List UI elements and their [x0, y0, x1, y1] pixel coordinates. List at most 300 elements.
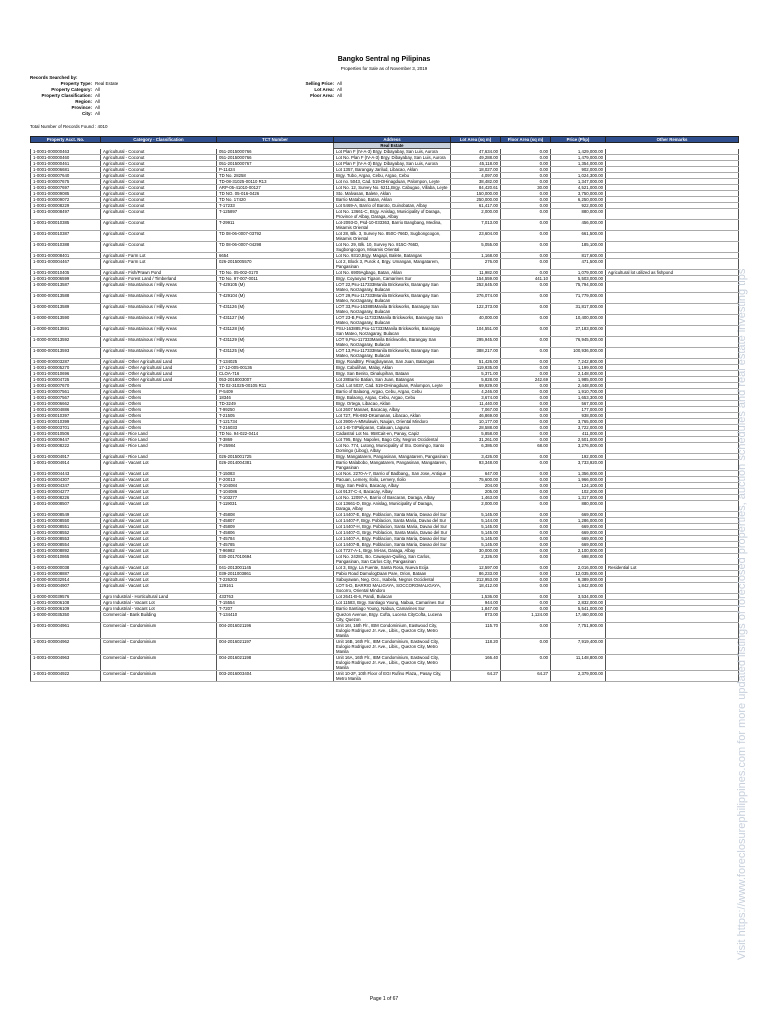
category-cell: Commercial - Condominium [101, 671, 217, 682]
price-cell: 7,919,400.00 [551, 639, 606, 655]
account-no-cell: 1-0001-000010397 [31, 413, 101, 419]
tct-number-cell: T-121734 [217, 419, 334, 425]
category-cell: Agricultural - Coconut [101, 220, 217, 231]
category-cell: Agricultural - Coconut [101, 173, 217, 179]
remarks-cell [606, 348, 739, 359]
lot-area-cell: 115.70 [451, 623, 501, 639]
remarks-cell [606, 337, 739, 348]
category-cell: Agricultural - Vacant Lot [101, 518, 217, 524]
tct-number-cell: T-431126 (M) [217, 304, 334, 315]
account-no-cell: 1-0000-000003701 [31, 425, 101, 431]
floor-area-cell: 64.27 [501, 671, 551, 682]
address-cell: Pabio Road DamulogDaan Pare, Orion, Bataan [334, 571, 451, 577]
table-row [31, 326, 739, 337]
criteria-value: All [337, 81, 343, 86]
lot-area-cell: 5,144.00 [451, 518, 501, 524]
floor-area-cell: 0.00 [501, 518, 551, 524]
price-cell: 2,100,000.00 [551, 548, 606, 554]
table-row [31, 209, 739, 220]
category-cell: Agricultural - Others [101, 413, 217, 419]
table-row [31, 220, 739, 231]
account-no-cell: 1-0000-000032914 [31, 577, 101, 583]
lot-area-cell: 93,348.00 [451, 460, 501, 471]
tct-number-cell: 004-2016021196 [217, 623, 334, 639]
tct-number-cell: TD No. 05-002-0170 [217, 270, 334, 276]
floor-area-cell: 0.00 [501, 623, 551, 639]
category-cell: Agricultural - Coconut [101, 167, 217, 173]
criteria-label: Selling Price: [305, 81, 334, 86]
table-row [31, 293, 739, 304]
address-cell: Lot 5469-A, Barrio of Baroto, Guinobatan, Albay [334, 203, 451, 209]
floor-area-cell: 0.00 [501, 365, 551, 371]
account-no-cell: 1-0001-000004886 [31, 407, 101, 413]
floor-area-cell: 0.00 [501, 460, 551, 471]
floor-area-cell: 0.00 [501, 606, 551, 612]
lot-area-cell: 7,067.00 [451, 407, 501, 413]
address-cell: Lot 14407-H, Brgy. Poblacion, Santa Maria, Davao del Sur [334, 524, 451, 530]
address-cell: Brgy. RoadBry. Pinagbayanan, San Juan, Batangas [334, 359, 451, 365]
tct-number-cell: 026-2015005570 [217, 259, 334, 270]
tct-number-cell: T-15083 [217, 471, 334, 477]
account-no-cell: 1-0000-000013590 [31, 315, 101, 326]
account-no-cell: 1-0001-000004277 [31, 489, 101, 495]
tct-number-cell: 433763 [217, 594, 334, 600]
tct-number-cell: T-431128 (M) [217, 326, 334, 337]
lot-area-cell: 5,055.00 [451, 242, 501, 253]
price-cell: 5,541,000.00 [551, 606, 606, 612]
tct-number-cell: T-119031 [217, 501, 334, 512]
floor-area-cell: 0.00 [501, 167, 551, 173]
floor-area-cell: 1,124.00 [501, 612, 551, 623]
account-no-cell: 1-0001-000010506 [31, 431, 101, 437]
remarks-cell [606, 612, 739, 623]
category-cell: Agricultural - Vacant Lot [101, 577, 217, 583]
price-cell: 185,100.00 [551, 242, 606, 253]
lot-area-cell: 28,588.00 [451, 425, 501, 431]
category-cell: Agro Industrial - Vacant Lot [101, 600, 217, 606]
floor-area-cell: 0.00 [501, 371, 551, 377]
address-cell: Lot No. 6909Agbago, Batan, Aklan [334, 270, 451, 276]
table-row [31, 639, 739, 655]
tct-number-cell: P-25984 [217, 443, 334, 454]
address-cell: Lot 2641-B-6, Pandi, Bulacan [334, 594, 451, 600]
criteria-label: Floor Area: [310, 93, 334, 98]
category-cell: Agricultural - Vacant Lot [101, 460, 217, 471]
floor-area-cell: 0.00 [501, 173, 551, 179]
account-no-cell: 1-0001-000006662 [31, 401, 101, 407]
lot-area-cell: 118.20 [451, 639, 501, 655]
floor-area-cell: 0.00 [501, 571, 551, 577]
lot-area-cell: 388,217.00 [451, 348, 501, 359]
category-cell: Agricultural - Vacant Lot [101, 483, 217, 489]
price-cell: 3,722,000.00 [551, 425, 606, 431]
account-no-cell: 1-0001-000008401 [31, 253, 101, 259]
account-no-cell: 1-0001-000009447 [31, 437, 101, 443]
remarks-cell [606, 242, 739, 253]
account-no-cell: 1-0001-000007561 [31, 389, 101, 395]
tct-number-cell: 129161 [217, 583, 334, 594]
account-no-cell: 1-0001-000010399 [31, 419, 101, 425]
tct-number-cell: T-216033 [217, 425, 334, 431]
category-cell: Agricultural - Rice Land [101, 431, 217, 437]
account-no-cell: 1-0001-000008507 [31, 501, 101, 512]
remarks-cell [606, 304, 739, 315]
price-cell: 1,653,300.00 [551, 395, 606, 401]
category-cell: Agricultural - Rice Land [101, 454, 217, 460]
category-cell: Agricultural - Vacant Lot [101, 530, 217, 536]
tct-number-cell: 17-12-005-00136 [217, 365, 334, 371]
floor-area-cell: 0.00 [501, 483, 551, 489]
price-cell: 31,817,000.00 [551, 304, 606, 315]
tct-number-cell: T-15554 [217, 600, 334, 606]
tct-number-cell: ARP-05-41010-00127 [217, 185, 334, 191]
price-cell: 1,356,000.00 [551, 471, 606, 477]
address-cell: Sto. Malvasan, Balete, Aklan [334, 191, 451, 197]
account-no-cell: 1-0001-000008892 [31, 548, 101, 554]
lot-area-cell: 61,417.00 [451, 203, 501, 209]
remarks-cell [606, 671, 739, 682]
category-cell: Agricultural - Farm Lot [101, 253, 217, 259]
lot-area-cell: 2,326.00 [451, 554, 501, 565]
category-cell: Agricultural - Coconut [101, 209, 217, 220]
floor-area-cell: 0.00 [501, 197, 551, 203]
table-row [31, 655, 739, 671]
price-cell: 2,832,000.00 [551, 600, 606, 606]
column-header: Category - Classification [101, 137, 217, 143]
floor-area-cell: 0.00 [501, 542, 551, 548]
remarks-cell [606, 259, 739, 270]
address-cell: Brgy. Coyaoyao Tigaon, Camarines Sur [334, 276, 451, 282]
address-cell: Lot Plan F (IV-A-3) Brgy. Dibayabay, San Luis, Aurora [334, 149, 451, 155]
address-cell: LOT 23-B,Psu-117333Manila Brickworks, Barangay San Mateo, Norzagaray, Bulacan [334, 315, 451, 326]
floor-area-cell: 0.00 [501, 242, 551, 253]
price-cell: 1,286,000.00 [551, 518, 606, 524]
category-cell: Agricultural - Coconut [101, 203, 217, 209]
tct-number-cell: T-103277 [217, 495, 334, 501]
address-cell: PSU-163885,Psu-117333Manila Brickworks, Barangay San Mateo, Norzagaray, Bulacan [334, 326, 451, 337]
lot-area-cell: 5,858.00 [451, 431, 501, 437]
lot-area-cell: 11,982.00 [451, 270, 501, 276]
tct-number-cell: T-99250 [217, 407, 334, 413]
remarks-cell [606, 293, 739, 304]
floor-area-cell: 68.00 [501, 443, 551, 454]
lot-area-cell: 18,027.00 [451, 167, 501, 173]
column-header: Property Acct. No. [31, 137, 101, 143]
floor-area-cell: 30.00 [501, 185, 551, 191]
watermark-text: Visit https://www.foreclosurephilippines.com for more updated listings of foreclosed properties, auction schedules and real estate investing tips [736, 268, 748, 960]
tct-number-cell: 18346 [217, 395, 334, 401]
price-cell: 2,379,000.00 [551, 671, 606, 682]
account-no-cell: 1-0001-000010388 [31, 242, 101, 253]
account-no-cell: 1-0001-000007567 [31, 395, 101, 401]
address-cell: Lot no. 5043, Cad. 519-DHinagduan, Palompon, Leyte [334, 179, 451, 185]
price-cell: 922,000.00 [551, 203, 606, 209]
floor-area-cell: 0.00 [501, 270, 551, 276]
address-cell: Quezon Avenue, Brgy. Cofta, Lucena CityCofta, Lucena City, Quezon [334, 612, 451, 623]
address-cell: Lot 7727-A-1, Brgy. Mi-Ias, Daraga, Albay [334, 548, 451, 554]
table-row [31, 270, 739, 276]
tct-number-cell: T-45784 [217, 536, 334, 542]
tct-number-cell: T-429104 (M) [217, 293, 334, 304]
search-criteria-left [30, 75, 170, 117]
category-cell: Agricultural - Mountainous / Hilly Areas [101, 315, 217, 326]
lot-area-cell: 64.27 [451, 671, 501, 682]
price-cell: 1,079,000.00 [551, 270, 606, 276]
address-cell: Brgy. Mangatarem, Pangasinan, Mangatarem, Pangasinan [334, 454, 451, 460]
lot-area-cell: 6,386.00 [451, 443, 501, 454]
properties-table-container [30, 136, 738, 682]
category-cell: Agricultural - Other Agricultural Land [101, 365, 217, 371]
address-cell: LOT 13,Psu-117333Manila Brickworks, Barangay San Mateo, Norzagaray, Bulacan [334, 348, 451, 359]
address-cell: Lot 11583, Brgy. Santiago Young, Nabua, Camarines Sur [334, 600, 451, 606]
table-row [31, 460, 739, 471]
price-cell: 2,448,000.00 [551, 383, 606, 389]
criteria-value: Real Estate [95, 81, 119, 86]
category-cell: Agricultural - Vacant Lot [101, 583, 217, 594]
lot-area-cell: 944.00 [451, 600, 501, 606]
address-cell: Lot 28, Blk. 3, Survey No. 850C-766D, Sugbongcogon, Misamis Oriental [334, 231, 451, 242]
lot-area-cell: 4,097.00 [451, 173, 501, 179]
price-cell: 1,317,000.00 [551, 495, 606, 501]
address-cell: Lot Nos. 2270-A-7, Barrio of Badbang,, San Jose, Antique [334, 471, 451, 477]
lot-area-cell: 295,945.00 [451, 337, 501, 348]
account-no-cell: 1-0000-000013592 [31, 337, 101, 348]
tct-number-cell: T-3869 [217, 437, 334, 443]
group-label: Real Estate [334, 143, 451, 149]
lot-area-cell: 38,482.00 [451, 179, 501, 185]
tct-number-cell: F-20013 [217, 477, 334, 483]
category-cell: Agricultural - Others [101, 401, 217, 407]
category-cell: Agricultural - Vacant Lot [101, 489, 217, 495]
address-cell: LOT 29,Psu-117333Manila Brickworks, Barangay San Mateo, Norzagaray, Bulacan [334, 293, 451, 304]
price-cell: 177,000.00 [551, 407, 606, 413]
account-no-cell: 1-0001-000009072 [31, 197, 101, 203]
lot-area-cell: 5,371.00 [451, 371, 501, 377]
lot-area-cell: 23,604.00 [451, 231, 501, 242]
category-cell: Agricultural - Coconut [101, 161, 217, 167]
address-cell: Lot No. 13661-C, Brgy. Anislag, Municipality of Daraga, Province of Albay, Daraga, Albay [334, 209, 451, 220]
lot-area-cell: 122,373.00 [451, 304, 501, 315]
account-no-cell: 1-0001-000000461 [31, 161, 101, 167]
price-cell: 124,100.00 [551, 483, 606, 489]
remarks-cell [606, 282, 739, 293]
column-header: Lot Area (sq m) [451, 137, 501, 143]
criteria-value: All [337, 87, 343, 92]
floor-area-cell: 0.00 [501, 454, 551, 460]
price-cell: 2,016,000.00 [551, 565, 606, 571]
address-cell: Lot-2093-D, Psd-10-033363, Barrio Bangbang, Medina, Misamis Oriental [334, 220, 451, 231]
price-cell: 880,000.00 [551, 501, 606, 512]
price-cell: 1,910,700.00 [551, 389, 606, 395]
category-cell: Agricultural - Vacant Lot [101, 477, 217, 483]
remarks-cell [606, 220, 739, 231]
tct-number-cell: TD 02-31025-00105 R11 [217, 383, 334, 389]
tct-number-cell: T-104084 [217, 483, 334, 489]
floor-area-cell: 0.00 [501, 191, 551, 197]
account-no-cell: 1-0001-000010385 [31, 220, 101, 231]
price-cell: 456,000.00 [551, 220, 606, 231]
price-cell: 17,460,000.00 [551, 612, 606, 623]
account-no-cell: 1-0001-000007640 [31, 173, 101, 179]
category-cell: Agricultural - Coconut [101, 191, 217, 197]
tct-number-cell: T-29911 [217, 220, 334, 231]
price-cell: 75,794,000.00 [551, 282, 606, 293]
address-cell: Barrio Malabobo, Mangatarem, Pangasinan, Mangatarem, Pangasinan [334, 460, 451, 471]
floor-area-cell: 0.00 [501, 389, 551, 395]
account-no-cell: 1-0001-000004907 [31, 583, 101, 594]
category-cell: Agricultural - Other Agricultural Land [101, 371, 217, 377]
criteria-value: All [95, 99, 101, 104]
account-no-cell: 1-0001-000008553 [31, 536, 101, 542]
tct-number-cell: T-45808 [217, 512, 334, 518]
criteria-heading: Records Searched by: [30, 75, 78, 80]
criteria-value: All [95, 105, 101, 110]
account-no-cell: 1-0001-000006108 [31, 600, 101, 606]
lot-area-cell: 47,634.00 [451, 149, 501, 155]
lot-area-cell: 205.00 [451, 489, 501, 495]
category-cell: Agricultural - Vacant Lot [101, 548, 217, 554]
remarks-cell [606, 443, 739, 454]
tct-number-cell: T-134025 [217, 359, 334, 365]
lot-area-cell: 252,645.00 [451, 282, 501, 293]
remarks-cell [606, 326, 739, 337]
column-header: Floor Area (sq m) [501, 137, 551, 143]
tct-number-cell: 026-2014004381 [217, 460, 334, 471]
floor-area-cell: 0.00 [501, 501, 551, 512]
address-cell: Barrio of Balaong, Argao, Cebu, Argao, Cebu [334, 389, 451, 395]
price-cell: 11,148,800.00 [551, 655, 606, 671]
tct-number-cell: TD No. 28258 [217, 173, 334, 179]
price-cell: 880,000.00 [551, 209, 606, 220]
category-cell: Agricultural - Other Agricultural Land [101, 377, 217, 383]
category-cell: Agricultural - Mountainous / Hilly Areas [101, 304, 217, 315]
price-cell: 10,400,000.00 [551, 315, 606, 326]
account-no-cell: 1-0001-000006681 [31, 167, 101, 173]
table-row [31, 623, 739, 639]
account-no-cell: 1-0000-000013593 [31, 348, 101, 359]
category-cell: Agricultural - Mountainous / Hilly Areas [101, 282, 217, 293]
floor-area-cell: 0.00 [501, 359, 551, 365]
remarks-cell [606, 315, 739, 326]
price-cell: 100,936,000.00 [551, 348, 606, 359]
remarks-cell [606, 655, 739, 671]
address-cell: Lot 9137-C-4, Bacacay, Albay [334, 489, 451, 495]
price-cell: 6,389,000.00 [551, 577, 606, 583]
address-cell: Lot Plan F (IV-A-3) Brgy. Dibayabay, San Luis, Aurora [334, 161, 451, 167]
price-cell: 1,024,300.00 [551, 173, 606, 179]
criteria-value: All [337, 93, 343, 98]
account-no-cell: 1-0001-000008554 [31, 542, 101, 548]
category-cell: Agricultural - Rice Land [101, 437, 217, 443]
remarks-cell [606, 209, 739, 220]
floor-area-cell: 0.00 [501, 577, 551, 583]
criteria-label: Province: [71, 105, 92, 110]
category-cell: Agricultural - Vacant Lot [101, 471, 217, 477]
lot-area-cell: 5,145.00 [451, 542, 501, 548]
properties-table [30, 136, 739, 682]
category-cell: Agricultural - Coconut [101, 179, 217, 185]
table-row [31, 612, 739, 623]
category-cell: Agricultural - Forest Land / Timberland [101, 276, 217, 282]
category-cell: Agricultural - Vacant Lot [101, 495, 217, 501]
floor-area-cell: 0.00 [501, 253, 551, 259]
address-cell: Sabuyawan, Neg. Occ., Isabela, Negros Occidental [334, 577, 451, 583]
tct-number-cell: TD-3249 [217, 401, 334, 407]
account-no-cell: 1-0001-000005270 [31, 365, 101, 371]
address-cell: Lot No. 9310,Brgy. Magapi, Balete, Batangas [334, 253, 451, 259]
floor-area-cell: 0.00 [501, 583, 551, 594]
tct-number-cell: T-17233 [217, 203, 334, 209]
tct-number-cell: 6654 [217, 253, 334, 259]
category-cell: Agricultural - Fish/Prawn Pond [101, 270, 217, 276]
category-cell: Agro Industrial - Horticultural Land [101, 594, 217, 600]
lot-area-cell: 166.40 [451, 655, 501, 671]
address-cell: Lot 14407-E, Brgy. Poblacion, Santa Maria, Davao del Sur [334, 512, 451, 518]
lot-area-cell: 873.00 [451, 612, 501, 623]
criteria-label: Lot Area: [314, 87, 334, 92]
price-cell: 1,429,000.00 [551, 149, 606, 155]
category-cell: Agricultural - Mountainous / Hilly Areas [101, 348, 217, 359]
lot-area-cell: 84,420.61 [451, 185, 501, 191]
column-header: Address [334, 137, 451, 143]
account-no-cell: 1-0001-000008550 [31, 518, 101, 524]
address-cell: Brgy. Ortega, Libacao, Aklan [334, 401, 451, 407]
category-cell: Agricultural - Others [101, 425, 217, 431]
criteria-label: Property Type: [60, 81, 92, 86]
category-cell: Agricultural - Others [101, 389, 217, 395]
account-no-cell: 1-0001-000008552 [31, 530, 101, 536]
address-cell: Pacuan, Lemery, Iloilo, Lemery, Iloilo [334, 477, 451, 483]
table-row [31, 565, 739, 571]
address-cell: Unit 16I, 16th Flr., IBM Condominium, Eastwood City, Eulogio Rodriguez Jr. Ave., Libis,, Quezon City, Metro Manila [334, 623, 451, 639]
price-cell: 3,534,000.00 [551, 594, 606, 600]
tct-number-cell: 053-2018003007 [217, 377, 334, 383]
address-cell: Lot 28Barrio Batian, San Juan, Batangas [334, 377, 451, 383]
remarks-cell [606, 501, 739, 512]
table-row [31, 501, 739, 512]
page-number: Page 1 of 67 [369, 996, 399, 1002]
lot-area-cell: 104,551.00 [451, 326, 501, 337]
tct-number-cell: T-7207 [217, 606, 334, 612]
category-cell: Commercial - Condominium [101, 623, 217, 639]
address-cell: Lot 3906-A-MMulawin, Naujan, Oriental Mindoro [334, 419, 451, 425]
price-cell: 3,733,920.00 [551, 460, 606, 471]
address-cell: Lot 2, Block 3, Purok 4, Brgy. Umangan, Mangatarem, Pangasinan [334, 259, 451, 270]
address-cell: Brgy. San Pedro, Bacacay, Albay [334, 483, 451, 489]
criteria-value: All [95, 87, 101, 92]
address-cell: Lot No. 29, Blk. 10, Survey No. 815C-766D, Sugbongcogon, Misamis Oriental [334, 242, 451, 253]
category-cell: Agricultural - Vacant Lot [101, 554, 217, 565]
address-cell: LOT 9,Psu-117333Manila Brickworks, Barangay San Mateo, Norzagaray, Bulacan [334, 337, 451, 348]
floor-area-cell: 0.00 [501, 548, 551, 554]
tct-number-cell: T-125897 [217, 209, 334, 220]
remarks-cell [606, 554, 739, 565]
lot-area-cell: 5,145.00 [451, 524, 501, 530]
account-no-cell: 1-0001-000008226 [31, 495, 101, 501]
account-no-cell: 1-0001-000004443 [31, 471, 101, 477]
price-cell: 3,750,000.00 [551, 191, 606, 197]
address-cell: Lot 1-B-74Paliparan, Calauan, Laguna [334, 425, 451, 431]
tct-number-cell: TD 08-06-0007-04298 [217, 242, 334, 253]
price-cell: 902,000.00 [551, 167, 606, 173]
lot-area-cell: 2,000.00 [451, 209, 501, 220]
account-no-cell: 1-0001-000007670 [31, 383, 101, 389]
table-row [31, 259, 739, 270]
criteria-row-right [230, 93, 380, 99]
table-row [31, 348, 739, 359]
account-no-cell: 1-0001-000004917 [31, 454, 101, 460]
category-cell: Agricultural - Vacant Lot [101, 501, 217, 512]
